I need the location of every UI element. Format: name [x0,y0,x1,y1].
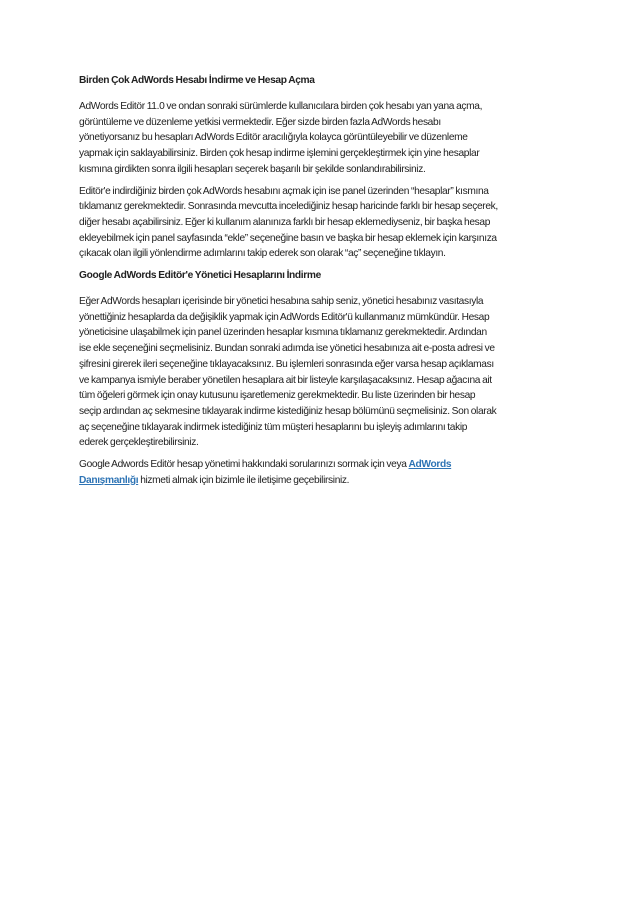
adwords-consulting-link-continued[interactable]: Danışmanlığı [79,474,139,486]
paragraph-line: kısmına girdikten sonra ilgili hesapları seçerek başarılı bir şekilde sonlandırabilirsiniz. [79,163,426,175]
paragraph-line: yönetiyorsanız bu hesapları AdWords Editör aracılığıyla kolayca görüntüleyebilir ve düzenleme [79,132,468,144]
page-title: Birden Çok AdWords Hesabı İndirme ve Hesap Açma [79,75,315,86]
paragraph-2 [79,184,569,263]
paragraph-line: görüntüleme ve düzenleme yetkisi vermektedir. Eğer sizde birden fazla AdWords hesabı [79,116,441,128]
paragraph-text: Google Adwords Editör hesap yönetimi hakkındaki sorularınızı sormak için veya [79,459,409,471]
paragraph-line: Editör'e indirdiğiniz birden çok AdWords hesabını açmak için ise panel üzerinden “hesaplar” kısmına [79,185,489,197]
paragraph-line: yapmak için saklayabilirsiniz. Birden çok hesap indirme işlemini gerçekleştirmek için yine hesaplar [79,148,480,160]
paragraph-3 [79,294,569,451]
paragraph-4 [79,457,569,488]
paragraph-line: seçip ardından aç sekmesine tıklayarak indirme kistediğiniz hesap bölümünü seçmelisiniz. Son olarak [79,405,497,417]
paragraph-line: çıkacak olan ilgili yönlendirme adımlarını takip ederek son olarak “aç” seçeneğine tıklayın. [79,248,446,260]
section-subtitle: Google AdWords Editör'e Yönetici Hesaplarını İndirme [79,270,321,282]
paragraph-line: aç seçeneğine tıklayarak indirmek istediğiniz tüm müşteri hesaplarını bu işleyiş adımlarını takip [79,421,468,433]
paragraph-line: ekleyebilmek için panel sayfasında “ekle” seçeneğine basın ve başka bir hesap eklemek için karşınıza [79,232,497,244]
paragraph-line: tüm öğeleri görmek için onay kutusunu işaretlemeniz gerekmektedir. Bu liste üzerinden bir hesap [79,390,476,402]
paragraph-line [79,473,569,489]
paragraph-line: ve kampanya ismiyle beraber yönetilen hesaplara ait bir listeyle karşılaşacaksınız. Hesap ağacına ait [79,374,492,386]
paragraph-line: yönettiğiniz hesaplarda da değişiklik yapmak için AdWords Editör'ü kullanmanız mümkündür. Hesap [79,311,490,323]
paragraph-line: tıklamanız gerekmektedir. Sonrasında mevcutta incelediğiniz hesap haricinde farklı bir hesap seçerek, [79,201,498,213]
paragraph-text: hizmeti almak için bizimle ile iletişime geçebilirsiniz. [138,474,350,486]
paragraph-line [79,457,569,473]
paragraph-line: AdWords Editör 11.0 ve ondan sonraki sürümlerde kullanıcılara birden çok hesabı yan yana açma, [79,101,483,112]
adwords-consulting-link[interactable]: AdWords [408,459,452,471]
paragraph-line: yöneticisine ulaşabilmek için panel üzerinden hesaplar kısmına tıklamanız gerekmektedir. Ardından [79,327,487,339]
paragraph-1 [79,99,569,178]
paragraph-line: ise ekle seçeneğini seçmelisiniz. Bundan sonraki adımda ise yönetici hesabınıza ait e-posta adresi ve [79,343,495,355]
paragraph-line: ederek gerçekleştirebilirsiniz. [79,437,199,449]
paragraph-line: şifresini girerek ileri seçeneğine tıklayacaksınız. Bu işlemleri sonrasında eğer varsa hesap açıklaması [79,358,494,370]
document-body [79,73,569,494]
paragraph-line: diğer hesabı açabilirsiniz. Eğer ki kullanım alanınıza farklı bir hesap eklemediyseniz, bir başka hesap [79,216,491,228]
paragraph-line: Eğer AdWords hesapları içerisinde bir yönetici hesabına sahip seniz, yönetici hesabınız vasıtasıyla [79,296,484,308]
